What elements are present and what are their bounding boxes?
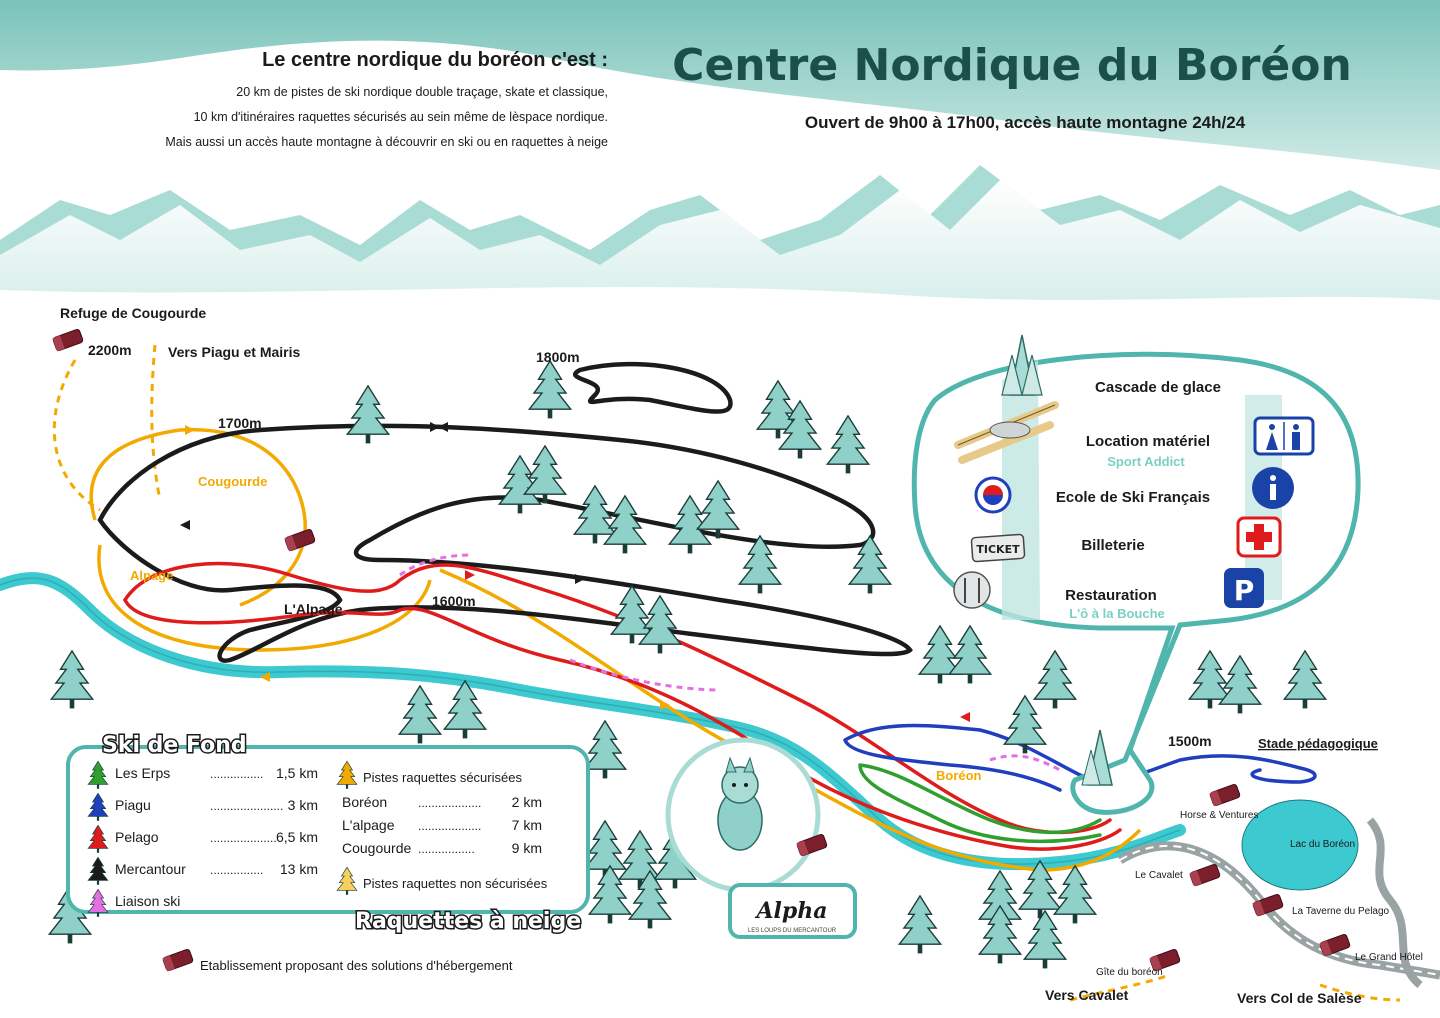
service-restauration-provider: L'ô à la Bouche <box>1069 606 1165 621</box>
lodging-alpage-marker <box>284 529 315 552</box>
restaurant-icon <box>954 572 990 608</box>
tree-icon <box>584 821 625 879</box>
legend-ski-dist-2: 6,5 km <box>275 829 318 845</box>
legend-ski-dots-2: .................... <box>210 831 277 845</box>
toilets-icon <box>1255 418 1313 454</box>
legend-raq-dist-1: 7 km <box>511 817 542 833</box>
label-1800: 1800m <box>536 349 580 365</box>
intro-line-3: Mais aussi un accès haute montagne à découvrir en ski ou en raquettes à neige <box>165 135 608 149</box>
tree-icon <box>1004 696 1045 754</box>
service-cascade: Cascade de glace <box>1095 379 1221 396</box>
label-refuge: Refuge de Cougourde <box>60 305 207 321</box>
label-1700: 1700m <box>218 415 262 431</box>
label-taverne: La Taverne du Pelago <box>1292 906 1390 917</box>
tree-icon <box>1284 651 1325 709</box>
legend-ski-name-4: Liaison ski <box>115 893 181 909</box>
lodging-cavalet-marker <box>1189 864 1220 887</box>
service-restauration: Restauration <box>1065 587 1157 604</box>
legend-raq-nonsecure: Pistes raquettes non sécurisées <box>363 876 548 891</box>
service-location-provider: Sport Addict <box>1107 454 1185 469</box>
ski-school-logo-icon <box>976 478 1010 512</box>
lodging-grand-hotel-marker <box>1319 934 1350 957</box>
legend-raq-name-1: L'alpage <box>342 817 395 833</box>
legend-ski-dist-1: 3 km <box>287 797 318 813</box>
legend-raq-name-0: Boréon <box>342 794 388 810</box>
label-lac: Lac du Boréon <box>1290 839 1356 850</box>
service-location: Location matériel <box>1085 433 1211 450</box>
legend-lodging-marker <box>162 949 193 972</box>
legend-raq-dots-2: ................. <box>418 842 475 856</box>
label-stade: Stade pédagogique <box>1258 736 1378 751</box>
ticket-icon <box>971 534 1025 562</box>
label-vers-col: Vers Col de Salèse <box>1237 990 1362 1006</box>
label-vers-piagu: Vers Piagu et Mairis <box>168 344 301 360</box>
label-1600: 1600m <box>432 593 476 609</box>
mountains-illustration <box>0 165 1440 320</box>
tree-icon <box>399 686 440 744</box>
legend-ski-name-1: Piagu <box>115 797 151 813</box>
info-icon <box>1252 467 1294 509</box>
tree-icon <box>529 361 570 419</box>
tree-icon <box>604 496 645 554</box>
legend-lodging: Etablissement proposant des solutions d'hébergement <box>200 958 513 973</box>
tree-icon <box>949 626 990 684</box>
tree-icon <box>347 386 388 444</box>
parking-icon <box>1224 568 1264 608</box>
label-vers-cavalet: Vers Cavalet <box>1045 987 1129 1003</box>
legend-raq-name-2: Cougourde <box>342 840 412 856</box>
tree-icon <box>697 481 738 539</box>
legend-ski-dots-3: ................ <box>210 863 264 877</box>
legend-ski-name-3: Mercantour <box>115 861 186 877</box>
alpha-logo <box>730 885 855 937</box>
label-l-alpage: L'Alpage <box>284 601 343 617</box>
legend-raq-dist-2: 9 km <box>511 840 542 856</box>
tree-icon <box>1034 651 1075 709</box>
legend-ski-name-2: Pelago <box>115 829 159 845</box>
legend-raq-dots-1: ................... <box>418 819 482 833</box>
legend-raq-dist-0: 2 km <box>511 794 542 810</box>
ticket-label: TICKET <box>976 543 1020 556</box>
legend-ski-dots-0: ................ <box>210 767 264 781</box>
tree-icon <box>899 896 940 954</box>
opening-hours: Ouvert de 9h00 à 17h00, accès haute montagne 24h/24 <box>804 113 1246 132</box>
tree-icon <box>827 416 868 474</box>
intro-line-1: 20 km de pistes de ski nordique double traçage, skate et classique, <box>236 85 608 99</box>
tree-icon <box>444 681 485 739</box>
service-billeterie: Billeterie <box>1081 537 1145 554</box>
label-horse: Horse & Ventures <box>1180 810 1259 821</box>
first-aid-icon <box>1238 518 1280 556</box>
legend-ski-dist-0: 1,5 km <box>275 765 318 781</box>
lodging-horse-marker <box>1209 784 1240 807</box>
map-title: Centre Nordique du Boréon <box>672 40 1352 91</box>
label-grand-hotel: Le Grand Hôtel <box>1355 952 1423 963</box>
tree-icon <box>1024 911 1065 969</box>
label-cavalet: Le Cavalet <box>1135 870 1183 881</box>
legend-ski-title: Ski de Fond <box>102 733 247 758</box>
tree-icon <box>51 651 92 709</box>
service-ecole: Ecole de Ski Français <box>1055 489 1211 506</box>
label-boreon: Boréon <box>936 768 982 783</box>
lodging-refuge-marker <box>52 329 83 352</box>
legend-ski-dots-1: ...................... <box>210 799 284 813</box>
alpha-logo-text: Alpha <box>756 898 828 924</box>
tree-icon <box>584 721 625 779</box>
tree-icon <box>1219 656 1260 714</box>
alpha-logo-tagline: LES LOUPS DU MERCANTOUR <box>747 928 837 934</box>
boreon-cascade-marker <box>1082 730 1112 785</box>
label-cougourde: Cougourde <box>198 474 268 489</box>
label-alpage: Alpage <box>130 568 174 583</box>
legend-raq-dots-0: ................... <box>418 796 482 810</box>
intro-line-2: 10 km d'itinéraires raquettes sécurisés au sein même de lèspace nordique. <box>193 110 608 124</box>
tree-icon <box>1054 866 1095 924</box>
legend-ski-name-0: Les Erps <box>115 765 171 781</box>
label-2200: 2200m <box>88 342 132 358</box>
legend-panel <box>68 733 588 973</box>
legend-raq-secure-title: Pistes raquettes sécurisées <box>363 770 522 785</box>
svg-text:P: P <box>1233 574 1255 607</box>
legend-raquettes-title: Raquettes à neige <box>355 909 582 934</box>
intro-title: Le centre nordique du boréon c'est : <box>262 49 608 71</box>
legend-ski-dist-3: 13 km <box>279 861 318 877</box>
label-1500: 1500m <box>1168 733 1212 749</box>
label-gite: Gîte du boréon <box>1096 967 1163 978</box>
